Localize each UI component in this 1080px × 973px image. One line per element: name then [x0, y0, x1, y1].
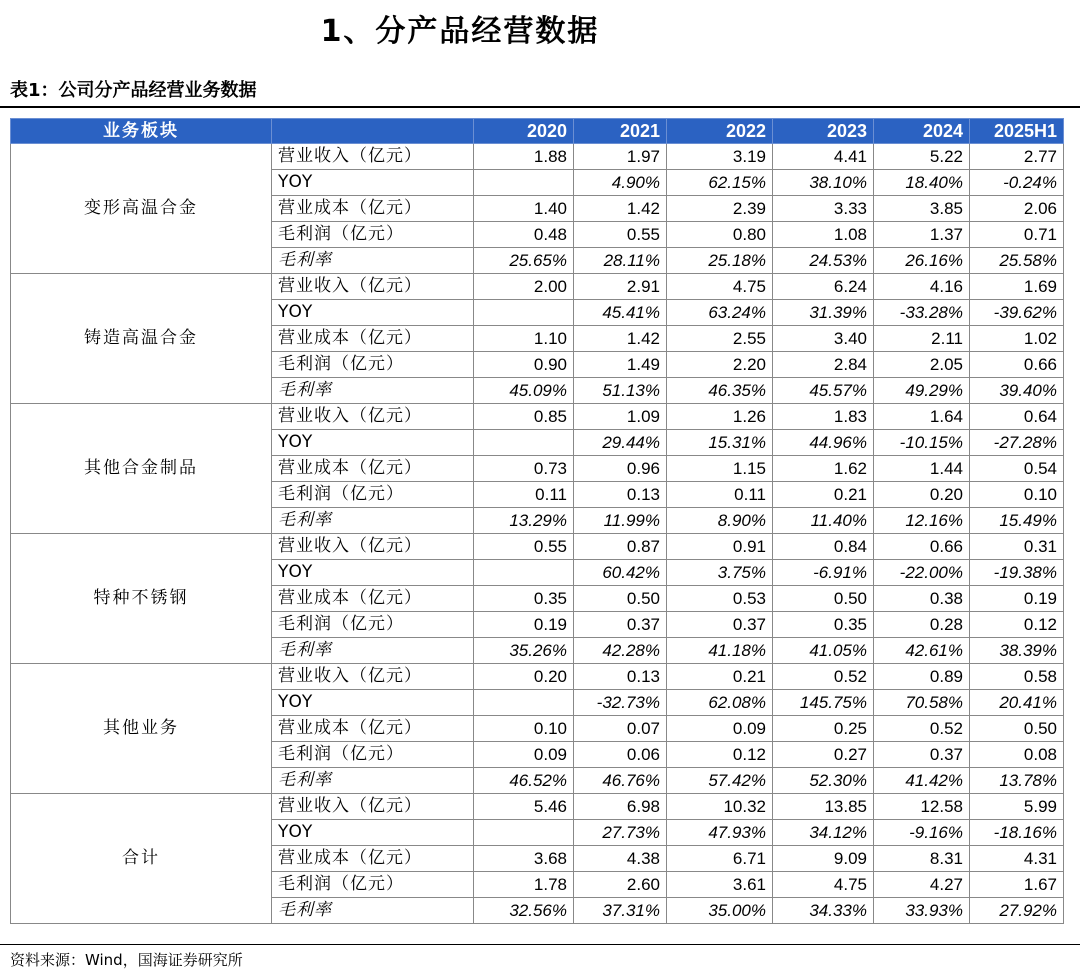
- value-cell: 2.00: [474, 274, 574, 300]
- value-cell: 35.26%: [474, 638, 574, 664]
- value-cell: 39.40%: [970, 378, 1064, 404]
- value-cell: 2.39: [667, 196, 773, 222]
- value-cell: 0.13: [574, 664, 667, 690]
- value-cell: 3.61: [667, 872, 773, 898]
- metric-label-cell: 毛利率: [272, 378, 474, 404]
- value-cell: 0.10: [970, 482, 1064, 508]
- table-caption: 表1：公司分产品经营业务数据: [10, 80, 257, 101]
- header-year-2024: 2024: [874, 119, 970, 144]
- value-cell: 0.08: [970, 742, 1064, 768]
- value-cell: 44.96%: [773, 430, 874, 456]
- segment-name-cell: 其他业务: [11, 664, 272, 794]
- value-cell: 27.73%: [574, 820, 667, 846]
- value-cell: -10.15%: [874, 430, 970, 456]
- metric-label-cell: 营业成本（亿元）: [272, 586, 474, 612]
- value-cell: 33.93%: [874, 898, 970, 924]
- value-cell: 62.08%: [667, 690, 773, 716]
- value-cell: -18.16%: [970, 820, 1064, 846]
- metric-label-cell: 营业收入（亿元）: [272, 794, 474, 820]
- value-cell: 1.83: [773, 404, 874, 430]
- value-cell: 0.66: [970, 352, 1064, 378]
- value-cell: -6.91%: [773, 560, 874, 586]
- value-cell: 60.42%: [574, 560, 667, 586]
- value-cell: 24.53%: [773, 248, 874, 274]
- source-note: 资料来源：Wind，国海证券研究所: [10, 951, 243, 969]
- value-cell: 1.42: [574, 326, 667, 352]
- value-cell: 0.13: [574, 482, 667, 508]
- value-cell: 15.49%: [970, 508, 1064, 534]
- value-cell: 0.96: [574, 456, 667, 482]
- value-cell: 25.65%: [474, 248, 574, 274]
- table-row: [11, 794, 1064, 820]
- value-cell: 2.77: [970, 144, 1064, 170]
- value-cell: 0.64: [970, 404, 1064, 430]
- page-title: 1、分产品经营数据: [320, 14, 600, 49]
- value-cell: 13.78%: [970, 768, 1064, 794]
- caption-divider: [0, 106, 1080, 108]
- value-cell: 0.55: [474, 534, 574, 560]
- value-cell: 1.15: [667, 456, 773, 482]
- segment-name-cell: 合计: [11, 794, 272, 924]
- metric-label-cell: 毛利润（亿元）: [272, 222, 474, 248]
- header-year-2021: 2021: [574, 119, 667, 144]
- value-cell: 6.71: [667, 846, 773, 872]
- value-cell: 15.31%: [667, 430, 773, 456]
- value-cell: 8.31: [874, 846, 970, 872]
- metric-label-cell: 营业成本（亿元）: [272, 326, 474, 352]
- value-cell: 0.09: [667, 716, 773, 742]
- value-cell: 0.31: [970, 534, 1064, 560]
- value-cell: 10.32: [667, 794, 773, 820]
- value-cell: 0.66: [874, 534, 970, 560]
- value-cell: 0.73: [474, 456, 574, 482]
- value-cell: 4.38: [574, 846, 667, 872]
- value-cell: 4.75: [773, 872, 874, 898]
- value-cell: 11.40%: [773, 508, 874, 534]
- value-cell: 4.41: [773, 144, 874, 170]
- segment-group: [11, 144, 1064, 274]
- value-cell: [474, 560, 574, 586]
- metric-label-cell: YOY: [272, 170, 474, 196]
- value-cell: 0.11: [667, 482, 773, 508]
- metric-label-cell: 营业成本（亿元）: [272, 846, 474, 872]
- value-cell: -33.28%: [874, 300, 970, 326]
- value-cell: 2.05: [874, 352, 970, 378]
- metric-label-cell: 毛利润（亿元）: [272, 612, 474, 638]
- value-cell: 38.10%: [773, 170, 874, 196]
- value-cell: 8.90%: [667, 508, 773, 534]
- value-cell: 34.12%: [773, 820, 874, 846]
- segment-group: [11, 664, 1064, 794]
- metric-label-cell: 毛利率: [272, 508, 474, 534]
- value-cell: 13.29%: [474, 508, 574, 534]
- value-cell: 47.93%: [667, 820, 773, 846]
- value-cell: 0.54: [970, 456, 1064, 482]
- value-cell: 1.09: [574, 404, 667, 430]
- value-cell: 38.39%: [970, 638, 1064, 664]
- value-cell: 0.12: [667, 742, 773, 768]
- segment-group: [11, 274, 1064, 404]
- value-cell: 29.44%: [574, 430, 667, 456]
- header-year-2022: 2022: [667, 119, 773, 144]
- value-cell: 0.37: [574, 612, 667, 638]
- value-cell: 5.46: [474, 794, 574, 820]
- value-cell: 0.53: [667, 586, 773, 612]
- header-year-2023: 2023: [773, 119, 874, 144]
- value-cell: 3.40: [773, 326, 874, 352]
- value-cell: 3.75%: [667, 560, 773, 586]
- value-cell: 12.58: [874, 794, 970, 820]
- value-cell: 62.15%: [667, 170, 773, 196]
- table-row: [11, 534, 1064, 560]
- value-cell: 6.98: [574, 794, 667, 820]
- value-cell: 9.09: [773, 846, 874, 872]
- value-cell: -22.00%: [874, 560, 970, 586]
- metric-label-cell: 营业收入（亿元）: [272, 664, 474, 690]
- segment-group: [11, 794, 1064, 924]
- value-cell: 45.09%: [474, 378, 574, 404]
- value-cell: 27.92%: [970, 898, 1064, 924]
- value-cell: [474, 300, 574, 326]
- value-cell: 1.10: [474, 326, 574, 352]
- value-cell: 1.49: [574, 352, 667, 378]
- value-cell: 1.44: [874, 456, 970, 482]
- segment-name-cell: 其他合金制品: [11, 404, 272, 534]
- value-cell: 1.88: [474, 144, 574, 170]
- metric-label-cell: 营业收入（亿元）: [272, 534, 474, 560]
- value-cell: 1.02: [970, 326, 1064, 352]
- value-cell: 2.91: [574, 274, 667, 300]
- value-cell: 2.06: [970, 196, 1064, 222]
- segment-name-cell: 变形高温合金: [11, 144, 272, 274]
- value-cell: 2.11: [874, 326, 970, 352]
- value-cell: 0.21: [773, 482, 874, 508]
- table-header-row: [11, 119, 1064, 144]
- value-cell: 49.29%: [874, 378, 970, 404]
- metric-label-cell: YOY: [272, 690, 474, 716]
- value-cell: 63.24%: [667, 300, 773, 326]
- value-cell: 52.30%: [773, 768, 874, 794]
- value-cell: 0.80: [667, 222, 773, 248]
- value-cell: 1.97: [574, 144, 667, 170]
- value-cell: 25.58%: [970, 248, 1064, 274]
- value-cell: 0.27: [773, 742, 874, 768]
- value-cell: 1.26: [667, 404, 773, 430]
- value-cell: -0.24%: [970, 170, 1064, 196]
- value-cell: 20.41%: [970, 690, 1064, 716]
- segment-group: [11, 534, 1064, 664]
- metric-label-cell: 毛利润（亿元）: [272, 872, 474, 898]
- value-cell: 45.57%: [773, 378, 874, 404]
- value-cell: 0.91: [667, 534, 773, 560]
- value-cell: 26.16%: [874, 248, 970, 274]
- metric-label-cell: 营业成本（亿元）: [272, 716, 474, 742]
- value-cell: 2.55: [667, 326, 773, 352]
- value-cell: 46.52%: [474, 768, 574, 794]
- metric-label-cell: 毛利润（亿元）: [272, 482, 474, 508]
- table-row: [11, 404, 1064, 430]
- value-cell: 4.31: [970, 846, 1064, 872]
- segment-group: [11, 404, 1064, 534]
- source-divider: [0, 944, 1080, 945]
- value-cell: 0.50: [970, 716, 1064, 742]
- value-cell: 4.75: [667, 274, 773, 300]
- value-cell: -9.16%: [874, 820, 970, 846]
- value-cell: 51.13%: [574, 378, 667, 404]
- metric-label-cell: 营业成本（亿元）: [272, 196, 474, 222]
- value-cell: 12.16%: [874, 508, 970, 534]
- value-cell: 0.48: [474, 222, 574, 248]
- value-cell: 0.20: [474, 664, 574, 690]
- metric-label-cell: YOY: [272, 820, 474, 846]
- metric-label-cell: 营业成本（亿元）: [272, 456, 474, 482]
- value-cell: 1.78: [474, 872, 574, 898]
- value-cell: 1.69: [970, 274, 1064, 300]
- value-cell: 3.33: [773, 196, 874, 222]
- table-row: [11, 274, 1064, 300]
- value-cell: -39.62%: [970, 300, 1064, 326]
- value-cell: 4.16: [874, 274, 970, 300]
- value-cell: 18.40%: [874, 170, 970, 196]
- value-cell: 1.67: [970, 872, 1064, 898]
- value-cell: 0.19: [474, 612, 574, 638]
- segment-name-cell: 特种不锈钢: [11, 534, 272, 664]
- value-cell: 57.42%: [667, 768, 773, 794]
- value-cell: 1.37: [874, 222, 970, 248]
- metric-label-cell: YOY: [272, 430, 474, 456]
- metric-label-cell: YOY: [272, 300, 474, 326]
- value-cell: -32.73%: [574, 690, 667, 716]
- value-cell: 0.35: [773, 612, 874, 638]
- header-metric: [272, 119, 474, 144]
- value-cell: 41.42%: [874, 768, 970, 794]
- table-row: [11, 664, 1064, 690]
- value-cell: 0.12: [970, 612, 1064, 638]
- value-cell: 0.37: [667, 612, 773, 638]
- value-cell: 1.64: [874, 404, 970, 430]
- table-row: [11, 144, 1064, 170]
- value-cell: 41.05%: [773, 638, 874, 664]
- metric-label-cell: 营业收入（亿元）: [272, 144, 474, 170]
- value-cell: 2.60: [574, 872, 667, 898]
- value-cell: 2.20: [667, 352, 773, 378]
- value-cell: 45.41%: [574, 300, 667, 326]
- metric-label-cell: 毛利率: [272, 768, 474, 794]
- metric-label-cell: 毛利率: [272, 898, 474, 924]
- value-cell: 1.40: [474, 196, 574, 222]
- value-cell: 37.31%: [574, 898, 667, 924]
- metric-label-cell: 毛利率: [272, 248, 474, 274]
- value-cell: 0.11: [474, 482, 574, 508]
- value-cell: 46.35%: [667, 378, 773, 404]
- value-cell: 0.89: [874, 664, 970, 690]
- value-cell: 70.58%: [874, 690, 970, 716]
- value-cell: -27.28%: [970, 430, 1064, 456]
- value-cell: 34.33%: [773, 898, 874, 924]
- value-cell: 0.06: [574, 742, 667, 768]
- value-cell: 3.85: [874, 196, 970, 222]
- value-cell: 145.75%: [773, 690, 874, 716]
- value-cell: 3.19: [667, 144, 773, 170]
- value-cell: -19.38%: [970, 560, 1064, 586]
- value-cell: 0.21: [667, 664, 773, 690]
- value-cell: 0.25: [773, 716, 874, 742]
- value-cell: [474, 820, 574, 846]
- header-year-2025h1: 2025H1: [970, 119, 1064, 144]
- value-cell: 0.50: [773, 586, 874, 612]
- metric-label-cell: 营业收入（亿元）: [272, 404, 474, 430]
- metric-label-cell: YOY: [272, 560, 474, 586]
- value-cell: 5.22: [874, 144, 970, 170]
- value-cell: 0.20: [874, 482, 970, 508]
- value-cell: 1.62: [773, 456, 874, 482]
- value-cell: 0.37: [874, 742, 970, 768]
- value-cell: 11.99%: [574, 508, 667, 534]
- value-cell: 35.00%: [667, 898, 773, 924]
- value-cell: [474, 170, 574, 196]
- value-cell: 41.18%: [667, 638, 773, 664]
- value-cell: 0.85: [474, 404, 574, 430]
- value-cell: 42.61%: [874, 638, 970, 664]
- metric-label-cell: 营业收入（亿元）: [272, 274, 474, 300]
- value-cell: 4.27: [874, 872, 970, 898]
- value-cell: 0.87: [574, 534, 667, 560]
- value-cell: 0.09: [474, 742, 574, 768]
- value-cell: 0.84: [773, 534, 874, 560]
- value-cell: 46.76%: [574, 768, 667, 794]
- metric-label-cell: 毛利润（亿元）: [272, 352, 474, 378]
- value-cell: 2.84: [773, 352, 874, 378]
- value-cell: [474, 690, 574, 716]
- value-cell: 4.90%: [574, 170, 667, 196]
- value-cell: 0.52: [874, 716, 970, 742]
- value-cell: 6.24: [773, 274, 874, 300]
- value-cell: 0.10: [474, 716, 574, 742]
- value-cell: 0.28: [874, 612, 970, 638]
- value-cell: 0.38: [874, 586, 970, 612]
- header-segment: 业务板块: [11, 119, 272, 144]
- value-cell: 0.52: [773, 664, 874, 690]
- segment-name-cell: 铸造高温合金: [11, 274, 272, 404]
- value-cell: 0.50: [574, 586, 667, 612]
- value-cell: 0.19: [970, 586, 1064, 612]
- value-cell: 25.18%: [667, 248, 773, 274]
- value-cell: 28.11%: [574, 248, 667, 274]
- header-year-2020: 2020: [474, 119, 574, 144]
- metric-label-cell: 毛利润（亿元）: [272, 742, 474, 768]
- business-data-table: [10, 118, 1064, 924]
- metric-label-cell: 毛利率: [272, 638, 474, 664]
- value-cell: 13.85: [773, 794, 874, 820]
- value-cell: 31.39%: [773, 300, 874, 326]
- value-cell: 0.07: [574, 716, 667, 742]
- value-cell: [474, 430, 574, 456]
- value-cell: 0.90: [474, 352, 574, 378]
- value-cell: 42.28%: [574, 638, 667, 664]
- value-cell: 32.56%: [474, 898, 574, 924]
- value-cell: 5.99: [970, 794, 1064, 820]
- value-cell: 3.68: [474, 846, 574, 872]
- value-cell: 1.08: [773, 222, 874, 248]
- value-cell: 0.71: [970, 222, 1064, 248]
- value-cell: 0.55: [574, 222, 667, 248]
- value-cell: 0.35: [474, 586, 574, 612]
- value-cell: 0.58: [970, 664, 1064, 690]
- value-cell: 1.42: [574, 196, 667, 222]
